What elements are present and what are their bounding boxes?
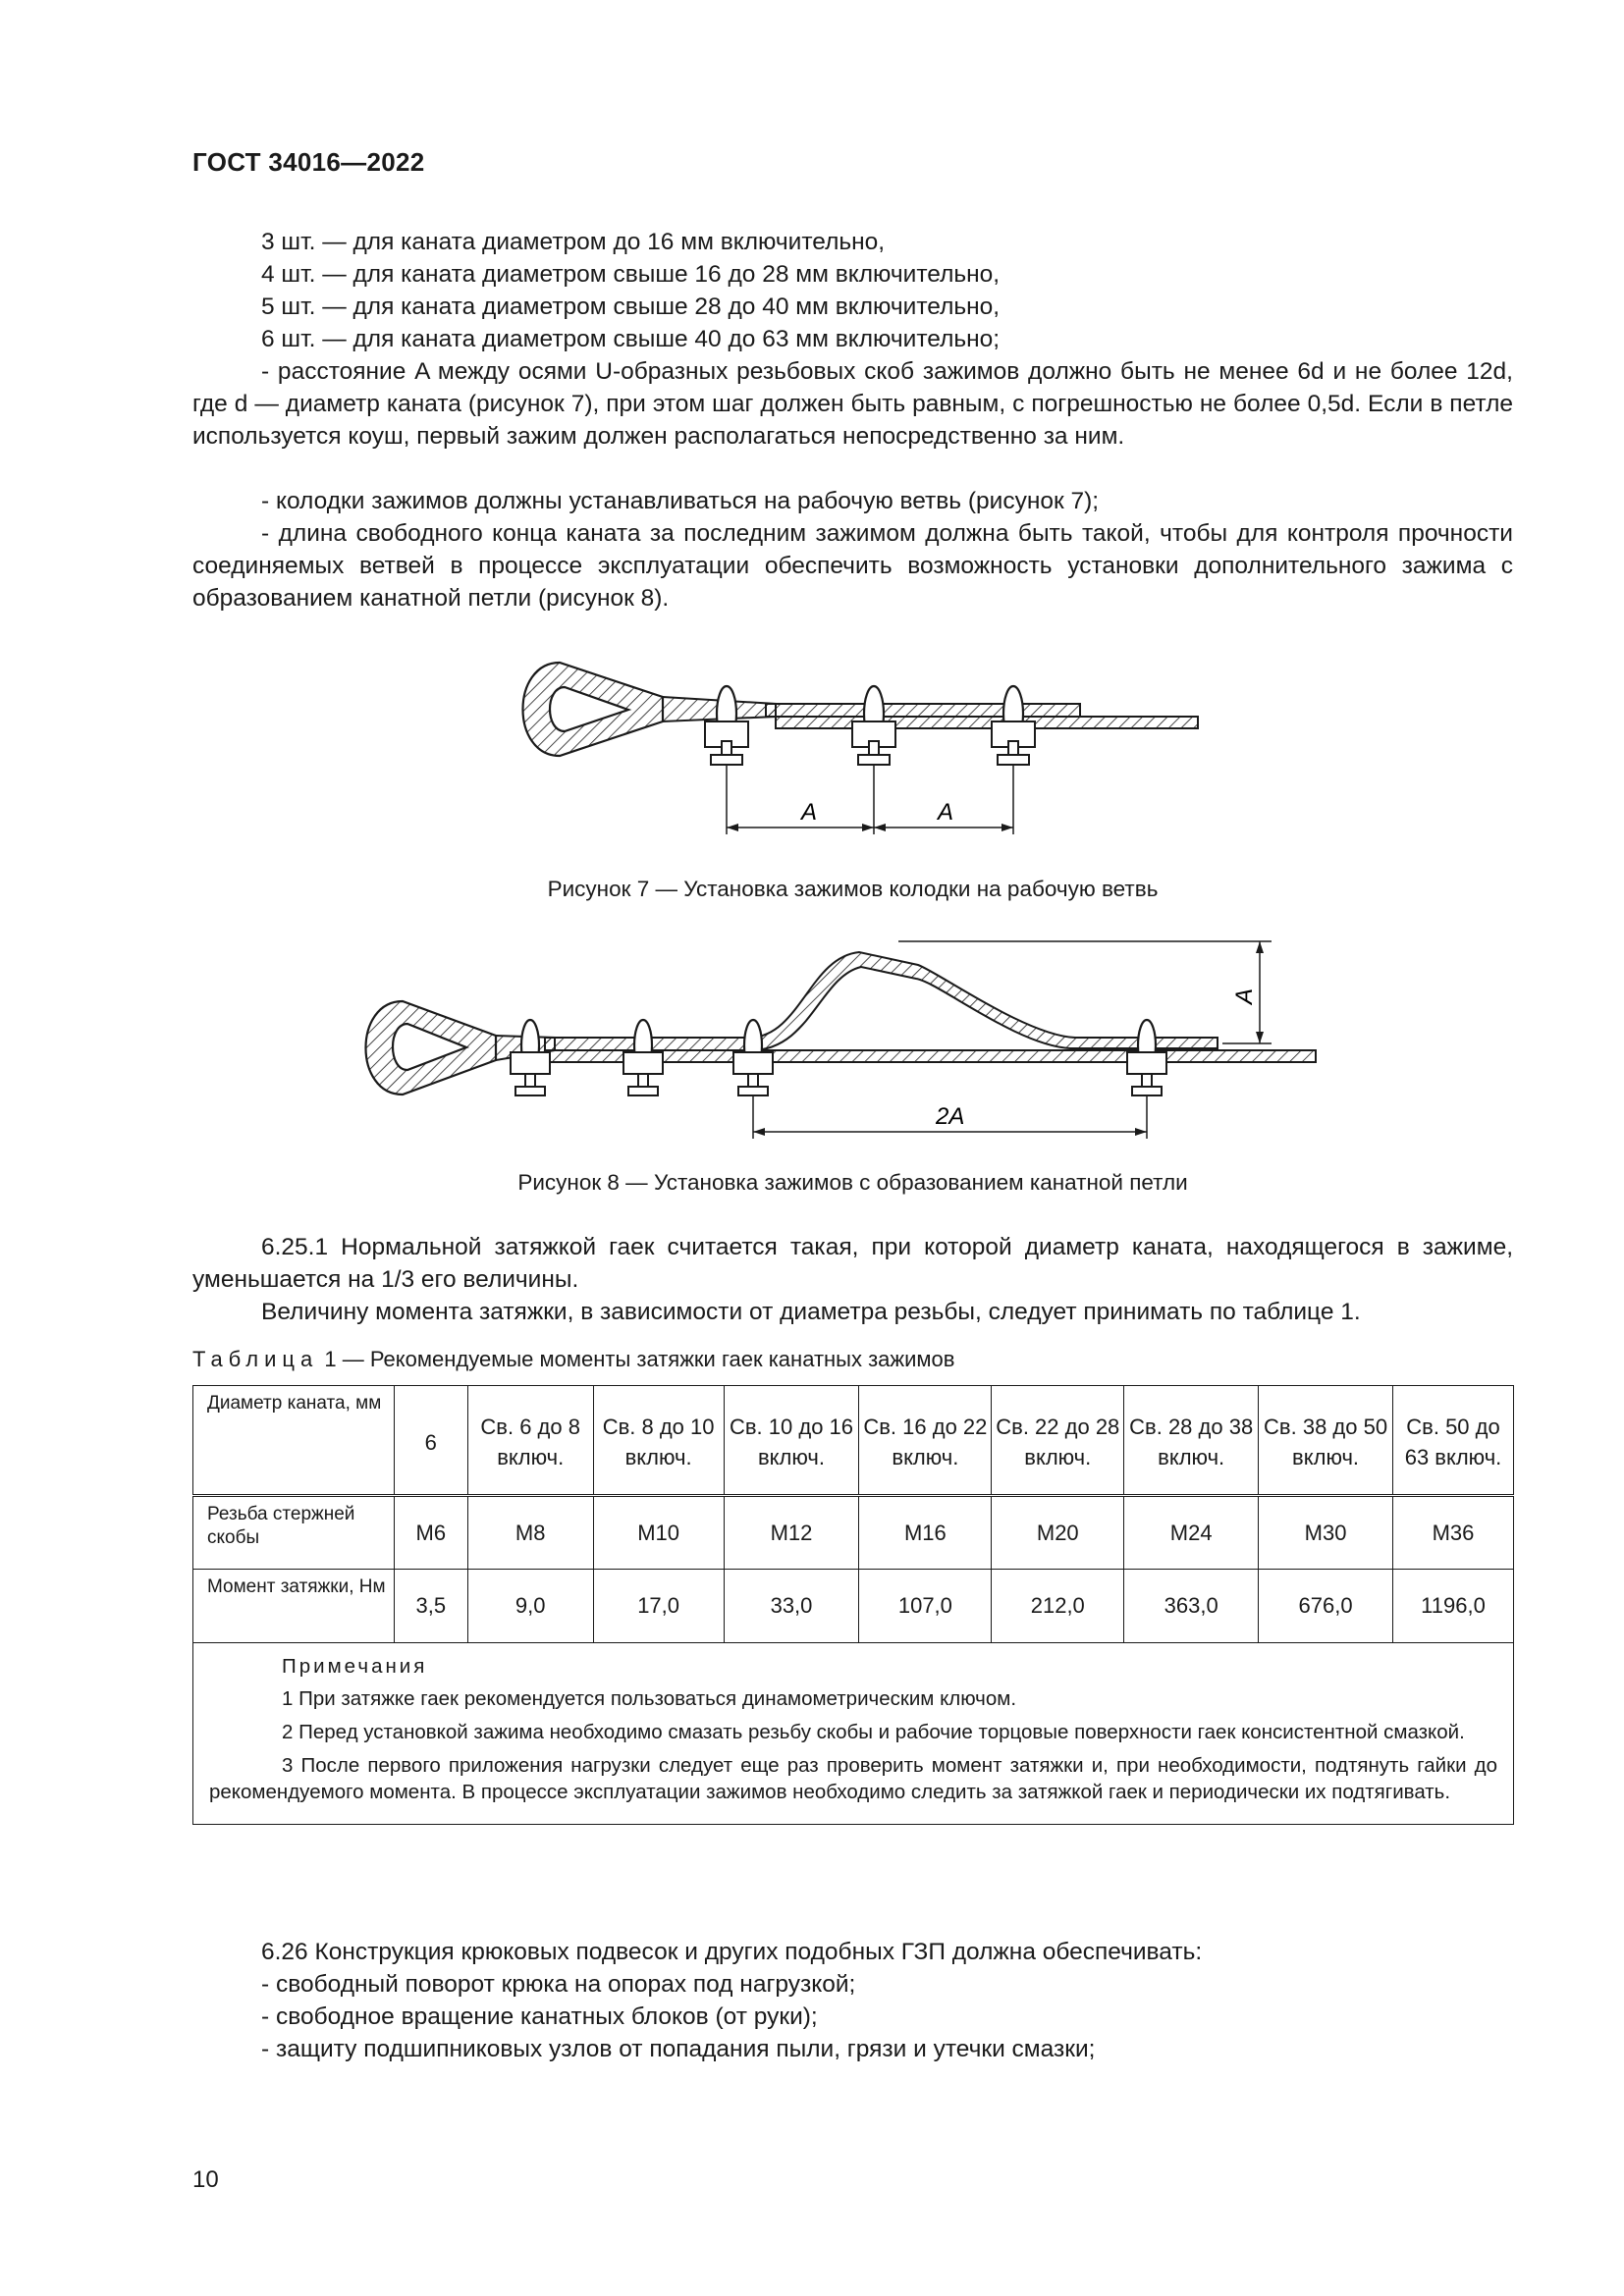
table-cell: 676,0: [1259, 1570, 1393, 1643]
table-row-notes: [193, 1643, 1514, 1825]
table-1-caption-text: 1 — Рекомендуемые моменты затяжки гаек канатных зажимов: [318, 1347, 955, 1371]
table-cell: 363,0: [1124, 1570, 1259, 1643]
clamp-2: [852, 686, 895, 765]
table-cell: М30: [1259, 1496, 1393, 1570]
table-1-caption-word: Таблица: [192, 1347, 319, 1371]
table-cell: 212,0: [992, 1570, 1124, 1643]
clamp-4: [1127, 1020, 1166, 1095]
clamp-2: [623, 1020, 663, 1095]
figure-8-drawing: [349, 928, 1380, 1144]
table-cell: Св. 6 до 8 включ.: [467, 1386, 593, 1496]
table-cell: М12: [724, 1496, 859, 1570]
table-cell: М10: [593, 1496, 724, 1570]
figure-7-dim-label: A: [801, 799, 818, 826]
table-cell: М16: [859, 1496, 992, 1570]
row-label: Резьба стержней скобы: [193, 1496, 395, 1570]
table-cell: 33,0: [724, 1570, 859, 1643]
clamp-3: [733, 1020, 773, 1095]
table-cell: Св. 50 до 63 включ.: [1393, 1386, 1514, 1496]
table-cell: 17,0: [593, 1570, 724, 1643]
list-6-26: [261, 1968, 1513, 2065]
table-cell: М36: [1393, 1496, 1514, 1570]
clamp-1: [705, 686, 748, 765]
intro-line: 3 шт. — для каната диаметром до 16 мм включительно,: [261, 229, 886, 255]
table-cell: Св. 22 до 28 включ.: [992, 1386, 1124, 1496]
intro-line: 5 шт. — для каната диаметром свыше 28 до 40 мм включительно,: [261, 294, 1001, 320]
intro-line: 4 шт. — для каната диаметром свыше 16 до 28 мм включительно,: [261, 261, 1001, 288]
document-header: ГОСТ 34016—2022: [192, 147, 425, 177]
paragraph-6-25-1: 6.25.1 Нормальной затяжкой гаек считается такая, при которой диаметр каната, находящегося в зажиме, уменьшается на 1/3 его величины.: [192, 1234, 1513, 1293]
table-row-torque: [193, 1570, 1514, 1643]
table-row-diameter: [193, 1386, 1514, 1496]
figure-8-dim-horizontal: 2A: [936, 1103, 965, 1130]
paragraph-torque: Величину момента затяжки, в зависимости от диаметра резьбы, следует принимать по таблице 1.: [261, 1299, 1361, 1325]
table-1: [192, 1385, 1514, 1825]
table-cell: 9,0: [467, 1570, 593, 1643]
table-cell: Св. 28 до 38 включ.: [1124, 1386, 1259, 1496]
table-cell: 3,5: [394, 1570, 467, 1643]
table-cell: Св. 16 до 22 включ.: [859, 1386, 992, 1496]
row-label: Диаметр каната, мм: [193, 1386, 395, 1496]
table-cell: 1196,0: [1393, 1570, 1514, 1643]
clamp-1: [511, 1020, 550, 1095]
paragraph-blocks: - колодки зажимов должны устанавливаться на рабочую ветвь (рисунок 7);: [261, 488, 1100, 514]
notes-title: Примечания: [282, 1655, 428, 1678]
table-cell: М20: [992, 1496, 1124, 1570]
table-cell: М24: [1124, 1496, 1259, 1570]
paragraph-6-26: 6.26 Конструкция крюковых подвесок и других подобных ГЗП должна обеспечивать:: [261, 1939, 1203, 1965]
figure-8-caption: Рисунок 8 — Установка зажимов с образованием канатной петли: [517, 1170, 1188, 1195]
table-cell: М8: [467, 1496, 593, 1570]
figure-7-dim-label: A: [938, 799, 954, 826]
intro-line: 6 шт. — для каната диаметром свыше 40 до 63 мм включительно;: [261, 326, 1001, 352]
note-item: 3 После первого приложения нагрузки следует еще раз проверить момент затяжки и, при необходимости, подтянуть гайки до рекомендуемого момента. В процессе эксплуатации зажимов необходимо следить за затяжкой гаек и периодически их подтягивать.: [209, 1754, 1497, 1803]
table-1-caption: [192, 1347, 954, 1372]
table-cell: М6: [394, 1496, 467, 1570]
paragraph-distance: - расстояние A между осями U-образных резьбовых скоб зажимов должно быть не менее 6d и не более 12d, где d — диаметр каната (рисунок 7), при этом шаг должен быть равным, с погрешностью не более 0,5d. Если в петле используется коуш, первый зажим должен располагаться непосредственно за ним.: [192, 358, 1513, 450]
table-cell: Св. 10 до 16 включ.: [724, 1386, 859, 1496]
figure-7-drawing: [491, 643, 1237, 839]
clamp-3: [992, 686, 1035, 765]
row-label: Момент затяжки, Нм: [193, 1570, 395, 1643]
paragraph-free-end: - длина свободного конца каната за последним зажимом должна быть такой, чтобы для контроля прочности соединяемых ветвей в процессе эксплуатации обеспечить возможность установки дополнительного зажима с образованием канатной петли (рисунок 8).: [192, 520, 1513, 612]
figure-8-dim-vertical: A: [1231, 988, 1258, 1004]
table-cell: 107,0: [859, 1570, 992, 1643]
table-cell: 6: [394, 1386, 467, 1496]
figure-7-caption: Рисунок 7 — Установка зажимов колодки на рабочую ветвь: [547, 877, 1159, 901]
note-item: 2 Перед установкой зажима необходимо смазать резьбу скобы и рабочие торцовые поверхности гаек консистентной смазкой.: [282, 1721, 1465, 1743]
table-cell: Св. 38 до 50 включ.: [1259, 1386, 1393, 1496]
intro-list: [192, 226, 1513, 355]
table-notes: [193, 1643, 1514, 1825]
note-item: 1 При затяжке гаек рекомендуется пользоваться динамометрическим ключом.: [282, 1687, 1017, 1710]
list-item: - защиту подшипниковых узлов от попадания пыли, грязи и утечки смазки;: [261, 2036, 1096, 2062]
list-item: - свободное вращение канатных блоков (от руки);: [261, 2003, 818, 2030]
list-item: - свободный поворот крюка на опорах под нагрузкой;: [261, 1971, 856, 1998]
table-row-thread: [193, 1496, 1514, 1570]
page-number: 10: [192, 2166, 219, 2193]
table-cell: Св. 8 до 10 включ.: [593, 1386, 724, 1496]
